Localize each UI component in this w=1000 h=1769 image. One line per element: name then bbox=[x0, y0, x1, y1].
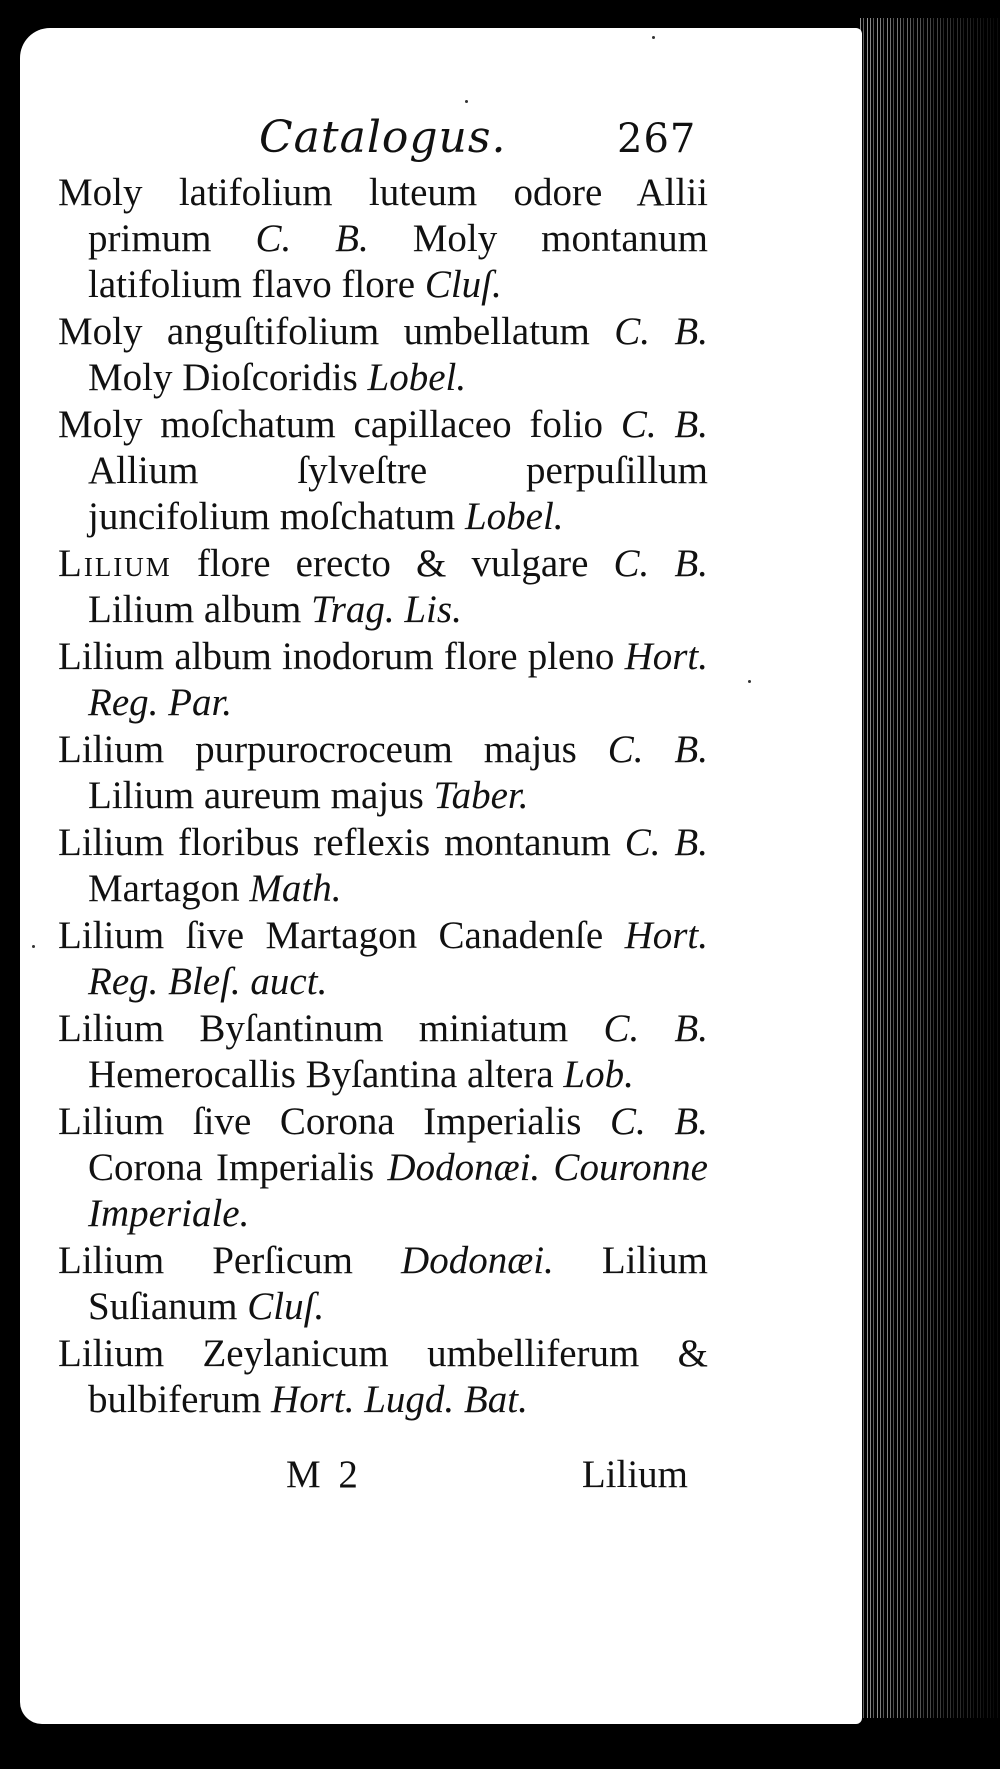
entry-citation: C. B. bbox=[603, 1007, 708, 1050]
page-edge-shadow bbox=[858, 18, 1000, 1718]
entry-text: Lilium Byſantinum miniatum bbox=[58, 1007, 604, 1050]
page-header bbox=[255, 112, 705, 172]
catalogue-entry bbox=[58, 170, 708, 308]
entry-citation: Hort. Reg. Par. bbox=[88, 635, 708, 724]
catalogue-entry bbox=[58, 1099, 708, 1237]
signature-mark: M 2 bbox=[286, 1453, 362, 1496]
entry-text: Lilium album bbox=[88, 588, 312, 631]
entry-text: Lilium Zeylanicum umbelliferum & bulbiferum bbox=[58, 1332, 708, 1421]
catalogue-entry bbox=[58, 727, 708, 819]
entry-citation: Hort. Lugd. Bat. bbox=[271, 1378, 528, 1421]
entry-text: Lilium aureum majus bbox=[88, 774, 434, 817]
catalogue-entry bbox=[58, 913, 708, 1005]
entry-citation: Lobel. bbox=[367, 356, 467, 399]
entry-text: Martagon bbox=[88, 867, 250, 910]
entry-citation: Math. bbox=[249, 867, 342, 910]
entry-text: Lilium ſive Corona Imperialis bbox=[58, 1100, 611, 1143]
entry-citation: C. B. bbox=[610, 1100, 708, 1143]
entry-text: Lilium floribus reflexis montanum bbox=[58, 821, 625, 864]
entry-text: Hemerocallis Byſantina altera bbox=[88, 1053, 564, 1096]
entry-citation: C. B. bbox=[624, 821, 708, 864]
catalogue-entry bbox=[58, 634, 708, 726]
entry-citation: Cluſ. bbox=[424, 263, 502, 306]
entry-citation: Hort. Reg. Bleſ. auct. bbox=[88, 914, 708, 1003]
entry-genus-heading: Lilium bbox=[58, 542, 172, 585]
catchword: Lilium bbox=[581, 1453, 688, 1496]
entry-citation: C. B. bbox=[614, 310, 708, 353]
ink-speck bbox=[32, 945, 35, 948]
entry-text: Moly latifolium luteum odore Allii primum bbox=[58, 171, 708, 260]
entry-citation: Cluſ. bbox=[247, 1285, 325, 1328]
entry-citation: Dodonæi. bbox=[401, 1239, 554, 1282]
catalogue-entry bbox=[58, 402, 708, 540]
ink-speck bbox=[748, 680, 751, 683]
entry-citation: Trag. Lis. bbox=[311, 588, 462, 631]
entry-citation: Taber. bbox=[433, 774, 529, 817]
entry-text: Lilium Suſianum bbox=[88, 1239, 708, 1328]
entry-text: Corona Imperialis bbox=[88, 1146, 388, 1189]
page-footer bbox=[58, 1452, 688, 1502]
ink-speck bbox=[465, 100, 468, 103]
entry-text: Moly Dioſcoridis bbox=[88, 356, 368, 399]
entry-citation: Lobel. bbox=[464, 495, 564, 538]
entry-citation: Lob. bbox=[563, 1053, 634, 1096]
running-title: Catalogus. bbox=[259, 112, 507, 163]
entry-text: Lilium ſive Martagon Canadenſe bbox=[58, 914, 625, 957]
entry-citation: C. B. bbox=[620, 403, 708, 446]
entry-text: Moly anguſtifolium umbellatum bbox=[58, 310, 615, 353]
entry-text: Lilium Perſicum bbox=[58, 1239, 402, 1282]
page-number: 267 bbox=[617, 116, 697, 162]
entry-citation: C. B. bbox=[613, 542, 708, 585]
catalogue-entry bbox=[58, 541, 708, 633]
catalogue-entry bbox=[58, 1006, 708, 1098]
ink-speck bbox=[652, 36, 655, 39]
catalogue-entry bbox=[58, 309, 708, 401]
catalogue-entries bbox=[58, 170, 708, 1423]
entry-citation: Dodonæi. Couronne Imperiale. bbox=[88, 1146, 708, 1235]
catalogue-entry bbox=[58, 820, 708, 912]
entry-text: Lilium album inodorum flore pleno bbox=[58, 635, 625, 678]
entry-text: flore erecto & vulgare bbox=[171, 542, 614, 585]
entry-text: Lilium purpurocroceum majus bbox=[58, 728, 608, 771]
entry-text: Allium ſylveſtre perpuſillum juncifolium moſchatum bbox=[88, 449, 708, 538]
entry-citation: C. B. bbox=[255, 217, 369, 260]
catalogue-entry bbox=[58, 1238, 708, 1330]
entry-citation: C. B. bbox=[607, 728, 708, 771]
entry-text: Moly moſchatum capillaceo folio bbox=[58, 403, 621, 446]
catalogue-entry bbox=[58, 1331, 708, 1423]
entry-text: Moly montanum latifolium flavo flore bbox=[88, 217, 708, 306]
